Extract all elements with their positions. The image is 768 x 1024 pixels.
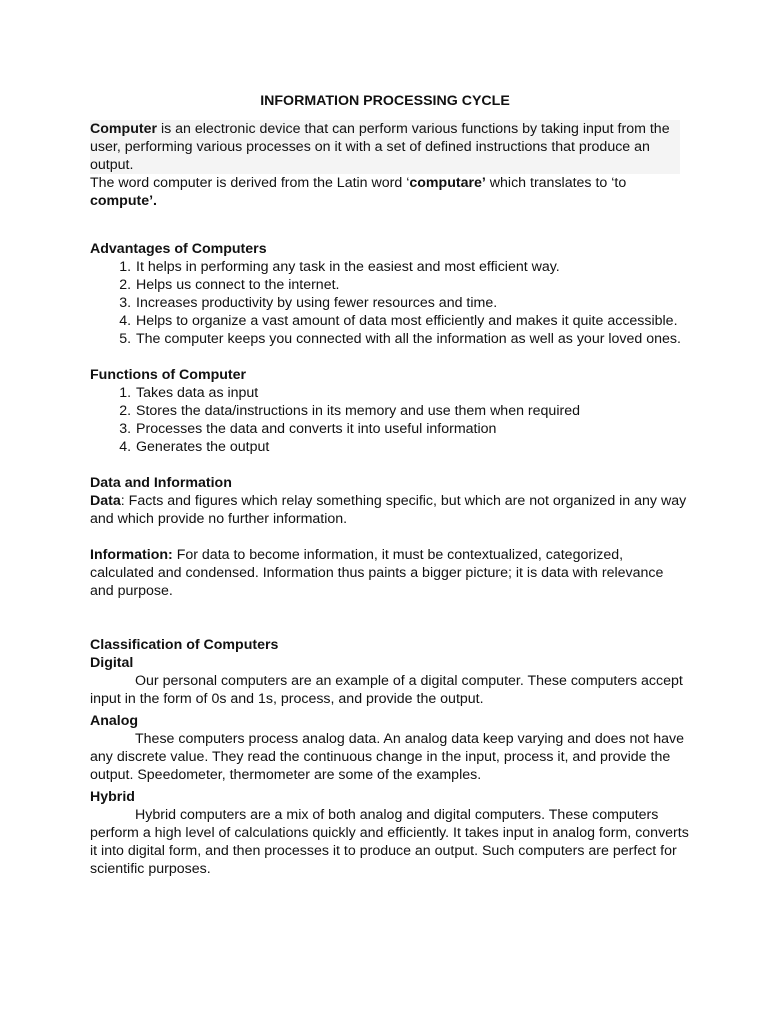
data-def-text: : Facts and figures which relay something specific, but which are not organized in any way and which provide no further information.	[90, 493, 687, 527]
classification-heading: Classification of Computers	[90, 637, 279, 653]
list-item: 1. It helps in performing any task in the easiest and most efficient way.	[135, 258, 690, 276]
translation-word: compute’.	[90, 193, 158, 209]
list-item: 3. Increases productivity by using fewer resources and time.	[135, 294, 690, 312]
advantages-list	[90, 258, 690, 348]
analog-text: These computers process analog data. An analog data keep varying and does not have any discrete value. They read the continuous change in the input, process it, and provide the output. Speedometer, thermometer are some of the examples.	[90, 731, 684, 783]
information-def-text: For data to become information, it must be contextualized, categorized, calculated and condensed. Information thus paints a bigger picture; it is data with relevance and purpose.	[90, 547, 664, 599]
functions-heading: Functions of Computer	[90, 367, 247, 383]
information-definition	[90, 546, 690, 600]
computer-definition	[90, 120, 680, 174]
list-item: 1. Takes data as input	[135, 384, 690, 402]
list-item: 2. Stores the data/instructions in its memory and use them when required	[135, 402, 690, 420]
information-term: Information:	[90, 547, 173, 563]
data-info-heading: Data and Information	[90, 475, 232, 491]
data-definition	[90, 492, 690, 528]
functions-list	[90, 384, 690, 456]
list-item: 5. The computer keeps you connected with all the information as well as your loved ones.	[135, 330, 690, 348]
latin-word: computare’	[409, 175, 486, 191]
hybrid-heading: Hybrid	[90, 789, 135, 805]
etymology-prefix: The word computer is derived from the Latin word ‘	[90, 175, 410, 191]
digital-heading: Digital	[90, 655, 134, 671]
advantages-heading: Advantages of Computers	[90, 241, 267, 257]
list-item: 4. Helps to organize a vast amount of data most efficiently and makes it quite accessible.	[135, 312, 690, 330]
analog-heading: Analog	[90, 713, 139, 729]
intro-section	[90, 120, 680, 174]
data-term: Data	[90, 493, 121, 509]
list-item: 4. Generates the output	[135, 438, 690, 456]
etymology-paragraph	[90, 174, 690, 210]
hybrid-text: Hybrid computers are a mix of both analog and digital computers. These computers perform a high level of calculations quickly and efficiently. It takes input in analog form, converts it into digital form, and then processes it to produce an output. Such computers are perfect for scientific purposes.	[90, 807, 689, 877]
computer-def-text: is an electronic device that can perform various functions by taking input from the user, performing various processes on it with a set of defined instructions that produce an output.	[90, 121, 670, 173]
digital-text: Our personal computers are an example of a digital computer. These computers accept input in the form of 0s and 1s, process, and provide the output.	[90, 673, 683, 707]
computer-term: Computer	[90, 121, 157, 137]
etymology-mid: which translates to ‘to	[485, 175, 627, 191]
list-item: 3. Processes the data and converts it into useful information	[135, 420, 690, 438]
document-title: INFORMATION PROCESSING CYCLE	[260, 93, 510, 109]
list-item: 2. Helps us connect to the internet.	[135, 276, 690, 294]
document-page	[90, 92, 690, 878]
